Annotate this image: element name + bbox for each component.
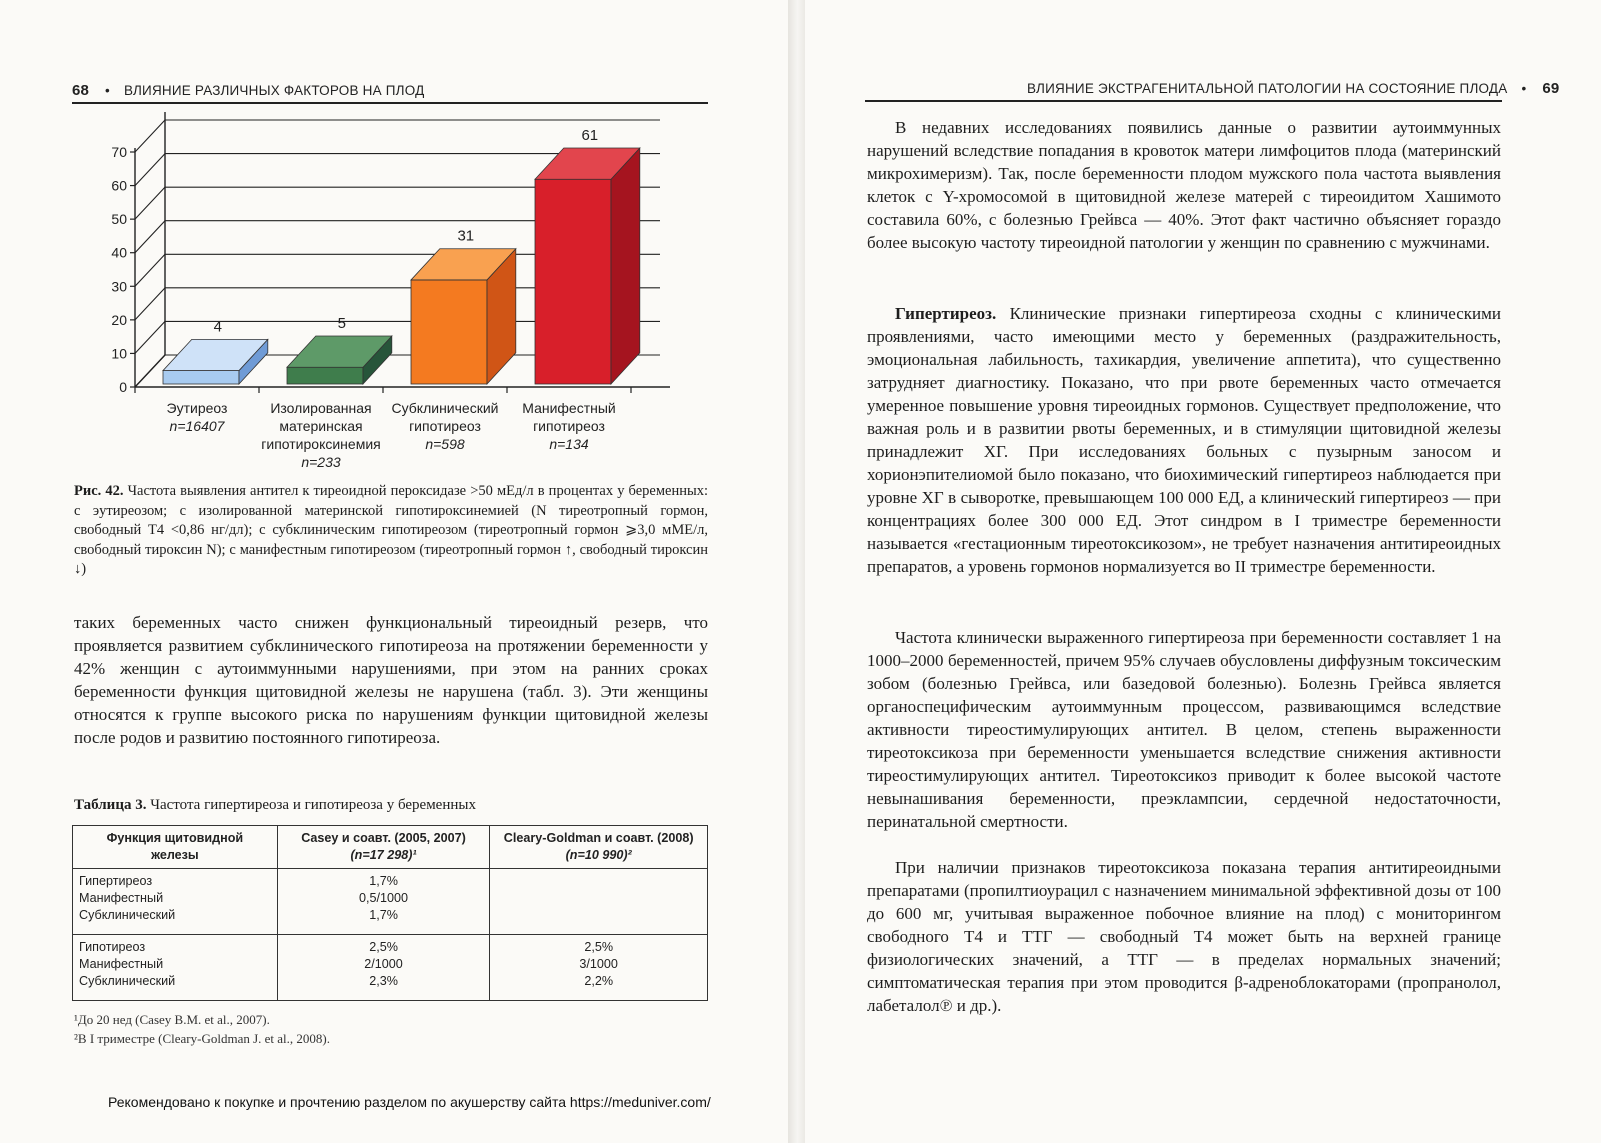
bar-value-label: 4	[213, 318, 222, 336]
grid-diagonal	[135, 221, 165, 253]
table-footnote-1: ¹До 20 нед (Casey B.M. et al., 2007).	[74, 1012, 270, 1027]
category-n-label: n=598	[425, 436, 465, 452]
table-cell-labels: Гипертиреоз Манифестный Субклинический	[73, 869, 278, 935]
header-bullet-left: •	[105, 83, 110, 98]
grid-diagonal	[135, 120, 165, 152]
category-n-label: n=233	[301, 454, 341, 470]
bottom-recommendation-note: Рекомендовано к покупке и прочтению разделом по акушерству сайта https://meduniver.com/	[108, 1094, 711, 1110]
header-title-left: ВЛИЯНИЕ РАЗЛИЧНЫХ ФАКТОРОВ НА ПЛОД	[123, 83, 425, 98]
category-label: гипотироксинемия	[261, 436, 381, 452]
y-tick-label: 30	[111, 278, 127, 295]
paragraph-hyperthyroidism-lead: Гипертиреоз.	[895, 304, 997, 323]
table-header-casey: Casey и соавт. (2005, 2007) (n=17 298)¹	[277, 826, 490, 869]
category-label: Изолированная	[270, 400, 372, 416]
table-cell-cleary: 2,5% 3/1000 2,2%	[490, 935, 708, 1001]
bar-front	[163, 371, 239, 384]
page-number-left: 68	[72, 82, 90, 99]
header-title-right: ВЛИЯНИЕ ЭКСТРАГЕНИТАЛЬНОЙ ПАТОЛОГИИ НА СОСТОЯНИЕ ПЛОДА	[1027, 81, 1508, 96]
table-header-row	[73, 826, 708, 869]
category-label: Субклинический	[391, 400, 499, 416]
y-tick-label: 60	[111, 177, 127, 194]
grid-diagonal	[135, 187, 165, 219]
table-footnote-2: ²В I триместре (Cleary-Goldman J. et al., 2008).	[74, 1031, 330, 1046]
category-n-label: n=16407	[169, 418, 225, 434]
table-cell-cleary	[490, 869, 708, 935]
body-paragraph-left: таких беременных часто снижен функциональный тиреоидный резерв, что проявляется развитием субклинического гипотиреоза на протяжении беременности у 42% женщин с аутоиммунными нарушениями, при этом на ранних сроках беременности функция щитовидной железы не нарушена (табл. 3). Эти женщины относятся к группе высокого риска по нарушениям функции щитовидной железы после родов и развитию постоянного гипотиреоза.	[74, 613, 708, 747]
y-tick-label: 50	[111, 211, 127, 228]
y-tick-label: 0	[119, 379, 127, 395]
grid-diagonal	[135, 321, 165, 353]
left-page	[0, 0, 790, 1143]
table-row-hypothyroidism	[73, 935, 708, 1001]
category-label: Манифестный	[522, 400, 616, 416]
right-page	[805, 0, 1601, 1143]
y-tick-label: 40	[111, 244, 127, 261]
bar-side	[611, 148, 640, 384]
paragraph-hyperthyroidism	[867, 302, 1501, 578]
y-tick-label: 20	[111, 311, 127, 328]
frequency-table	[72, 825, 708, 1001]
bar-value-label: 31	[457, 227, 475, 245]
table-header-function: Функция щитовидной железы	[73, 826, 278, 869]
table-cell-casey: 1,7% 0,5/1000 1,7%	[277, 869, 490, 935]
figure-caption	[74, 482, 708, 580]
figure-caption-label: Рис. 42.	[74, 483, 124, 499]
bar-front	[411, 280, 487, 384]
category-label: гипотиреоз	[533, 418, 605, 434]
table-caption	[74, 797, 476, 814]
table-cell-labels: Гипотиреоз Манифестный Субклинический	[73, 935, 278, 1001]
category-label: Эутиреоз	[166, 400, 228, 416]
grid-diagonal	[135, 355, 165, 387]
running-header-right	[1027, 80, 1559, 97]
category-label: материнская	[279, 418, 363, 434]
grid-diagonal	[135, 154, 165, 186]
page-number-right: 69	[1542, 80, 1560, 97]
bar-chart	[80, 112, 680, 482]
header-rule-left	[72, 102, 708, 104]
grid-diagonal	[135, 288, 165, 320]
paragraph-graves-frequency: Частота клинически выраженного гипертиреоза при беременности составляет 1 на 1000–2000 беременностей, причем 95% случаев обусловлены диффузным токсическим зобом (болезнью Грейвса, или базедовой болезнью). Болезнь Грейвса является органоспецифическим аутоиммунным процессом, развивающимся вследствие активности тиреостимулирующих антител. В целом, степень выраженности тиреотоксикоза при беременности уменьшается вследствие снижения активности тиреостимулирующих антител. Тиреотоксикоз приводит к более высокой частоте невынашивания беременности, преэклампсии, сердечной недостаточности, перинатальной смертности.	[867, 628, 1501, 831]
header-rule-right	[865, 100, 1502, 102]
category-label: гипотиреоз	[409, 418, 481, 434]
table-title: Частота гипертиреоза и гипотиреоза у беременных	[150, 797, 476, 813]
table-header-cleary: Cleary-Goldman и соавт. (2008) (n=10 990)²	[490, 826, 708, 869]
category-n-label: n=134	[549, 436, 589, 452]
bar-front	[287, 367, 363, 384]
paragraph-therapy: При наличии признаков тиреотоксикоза показана терапия антитиреоидными препаратами (пропилтиоурацил с назначением минимальной эффективной дозы от 100 до 600 мг, учитывая выраженное побочное влияние на плод) с мониторингом свободного T4 и ТТГ — свободный T4 может быть на верхней границе физиологических значений, а ТТГ — в пределах нормальных значений; симптоматическая терапия при этом проводится β-адреноблокаторами (пропранолол, лабеталол℗ и др.).	[867, 858, 1501, 1015]
bar-value-label: 5	[337, 315, 346, 333]
table-label: Таблица 3.	[74, 797, 147, 813]
y-tick-label: 10	[111, 345, 127, 362]
running-header-left	[72, 82, 424, 99]
table-row-hyperthyroidism	[73, 869, 708, 935]
y-tick-label: 70	[111, 144, 127, 160]
table-cell-casey: 2,5% 2/1000 2,3%	[277, 935, 490, 1001]
paragraph-microchimerism: В недавних исследованиях появились данные о развитии аутоиммунных нарушений вследствие попадания в кровоток матери лимфоцитов плода (материнский микрохимеризм). Так, после беременности плодом мужского пола частота выявления клеток с Y-хромосомой в щитовидной железе матерей с тиреоидитом Хашимото составила 60%, с болезнью Грейвса — 40%. Этот факт частично объясняет гораздо более высокую частоту тиреоидной патологии у женщин по сравнению с мужчинами.	[867, 118, 1501, 252]
paragraph-hyperthyroidism-text: Клинические признаки гипертиреоза сходны с клиническими проявлениями, часто имеющими место у беременных (раздражительность, эмоциональная лабильность, тахикардия, увеличение аппетита), что существенно затрудняет диагностику. Показано, что при рвоте беременных часто отмечается умеренное повышение уровня тиреоидных гормонов. Существует предположение, что важная роль и в развитии рвоты беременных, и в стимуляции щитовидной железы принадлежит ХГ. При исследованиях больных с пузырным заносом и хорионэпителиомой было показано, что биохимический гипертиреоз наблюдается при уровне ХГ в сыворотке, превышающем 100 000 ЕД, а клинический гипертиреоз — при концентрациях более 300 000 ЕД. Этот синдром в I триместре беременности называется «гестационным тиреотоксикозом», не требует назначения антитиреоидных препаратов, а уровень гормонов нормализуется во II триместре беременности.	[867, 304, 1502, 576]
bar-front	[535, 179, 611, 384]
figure-caption-text: Частота выявления антител к тиреоидной пероксидазе >50 мЕд/л в процентах у беременных: с эутиреозом; с изолированной материнской гипотироксинемией (N тиреотропный гормон, свободный T4 <0,86 нг/дл); с субклиническим гипотиреозом (тиреотропный гормон ⩾3,0 мМЕ/л, свободный тироксин N); с манифестным гипотиреозом (тиреотропный гормон ↑, свободный тироксин ↓)	[74, 483, 708, 577]
bar-value-label: 61	[581, 127, 599, 145]
grid-diagonal	[135, 254, 165, 286]
header-bullet-right: •	[1521, 81, 1527, 96]
